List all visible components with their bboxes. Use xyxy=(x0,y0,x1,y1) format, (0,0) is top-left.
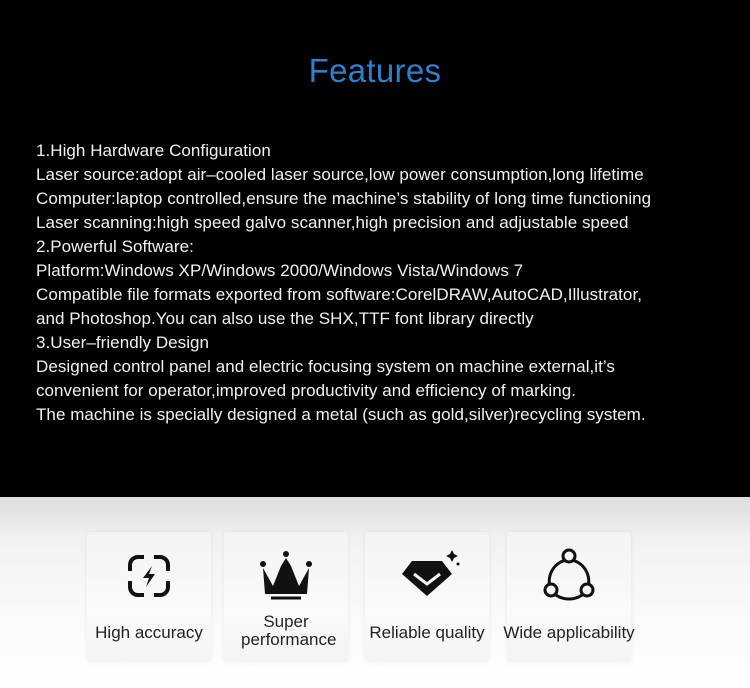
feature-line: The machine is specially designed a metal (such as gold,silver)recycling system. xyxy=(36,405,646,424)
features-text xyxy=(36,139,726,427)
feature-line: Computer:laptop controlled,ensure the machine’s stability of long time functioning xyxy=(36,189,652,208)
feature-line: Platform:Windows XP/Windows 2000/Windows Vista/Windows 7 xyxy=(36,261,524,280)
feature-line: and Photoshop.You can also use the SHX,TTF font library directly xyxy=(36,309,534,328)
feature-line: 2.Powerful Software: xyxy=(36,237,194,256)
lightning-frame-icon xyxy=(87,546,211,606)
feature-line: Compatible file formats exported from software:CorelDRAW,AutoCAD,Illustrator, xyxy=(36,285,642,304)
diamond-icon xyxy=(365,546,489,606)
card-super-performance xyxy=(224,532,348,662)
card-label: Wide applicability xyxy=(503,623,635,642)
feature-line: 1.High Hardware Configuration xyxy=(36,141,271,160)
feature-line: Designed control panel and electric focusing system on machine external,it’s xyxy=(36,357,615,376)
feature-line: Laser scanning:high speed galvo scanner,high precision and adjustable speed xyxy=(36,213,629,232)
feature-line: convenient for operator,improved productivity and efficiency of marking. xyxy=(36,381,577,400)
card-label: High accuracy xyxy=(95,623,203,642)
card-wide-applicability xyxy=(503,532,635,662)
feature-line: Laser source:adopt air–cooled laser source,low power consumption,long lifetime xyxy=(36,165,644,184)
card-high-accuracy xyxy=(87,532,211,662)
card-label: Reliable quality xyxy=(369,623,485,642)
network-triangle-icon xyxy=(507,546,631,606)
crown-icon xyxy=(224,546,348,606)
page-title: Features xyxy=(308,52,442,89)
feature-line: 3.User–friendly Design xyxy=(36,333,210,352)
card-label: Super performance xyxy=(241,612,337,649)
card-reliable-quality xyxy=(365,532,489,662)
